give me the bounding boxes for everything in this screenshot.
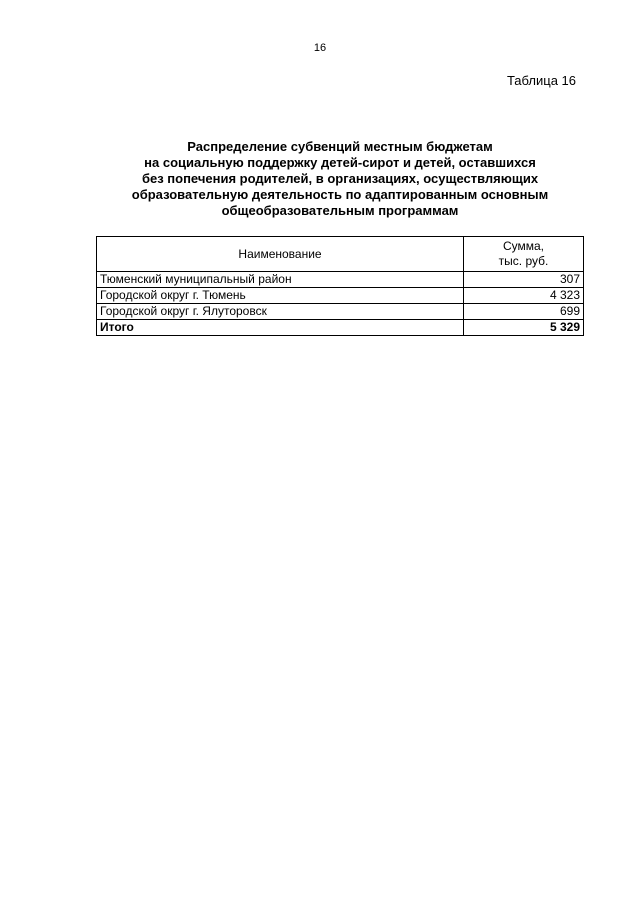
total-sum: 5 329 — [464, 320, 584, 336]
table-row — [97, 304, 584, 320]
table-label: Таблица 16 — [506, 73, 576, 88]
title-line: на социальную поддержку детей-сирот и детей, оставшихся — [144, 155, 536, 170]
table-total-row — [97, 320, 584, 336]
table-row — [97, 288, 584, 304]
row-name: Городской округ г. Тюмень — [97, 288, 464, 304]
header-sum-line: тыс. руб. — [498, 254, 549, 268]
row-name: Тюменский муниципальный район — [97, 272, 464, 288]
page-number: 16 — [313, 42, 327, 54]
row-name: Городской округ г. Ялуторовск — [97, 304, 464, 320]
table-header-row — [97, 237, 584, 272]
title-line: образовательную деятельность по адаптированным основным — [131, 187, 549, 202]
title-line: без попечения родителей, в организациях, осуществляющих — [141, 171, 539, 186]
subvention-table — [96, 236, 584, 336]
row-sum: 4 323 — [464, 288, 584, 304]
header-sum-line: Сумма, — [502, 239, 545, 253]
title-line: Распределение субвенций местным бюджетам — [187, 139, 493, 154]
header-name: Наименование — [97, 237, 464, 272]
title-line: общеобразовательным программам — [221, 203, 459, 218]
table-title — [90, 139, 590, 219]
total-label: Итого — [97, 320, 464, 336]
header-sum — [464, 237, 584, 272]
row-sum: 307 — [464, 272, 584, 288]
table-row — [97, 272, 584, 288]
row-sum: 699 — [464, 304, 584, 320]
